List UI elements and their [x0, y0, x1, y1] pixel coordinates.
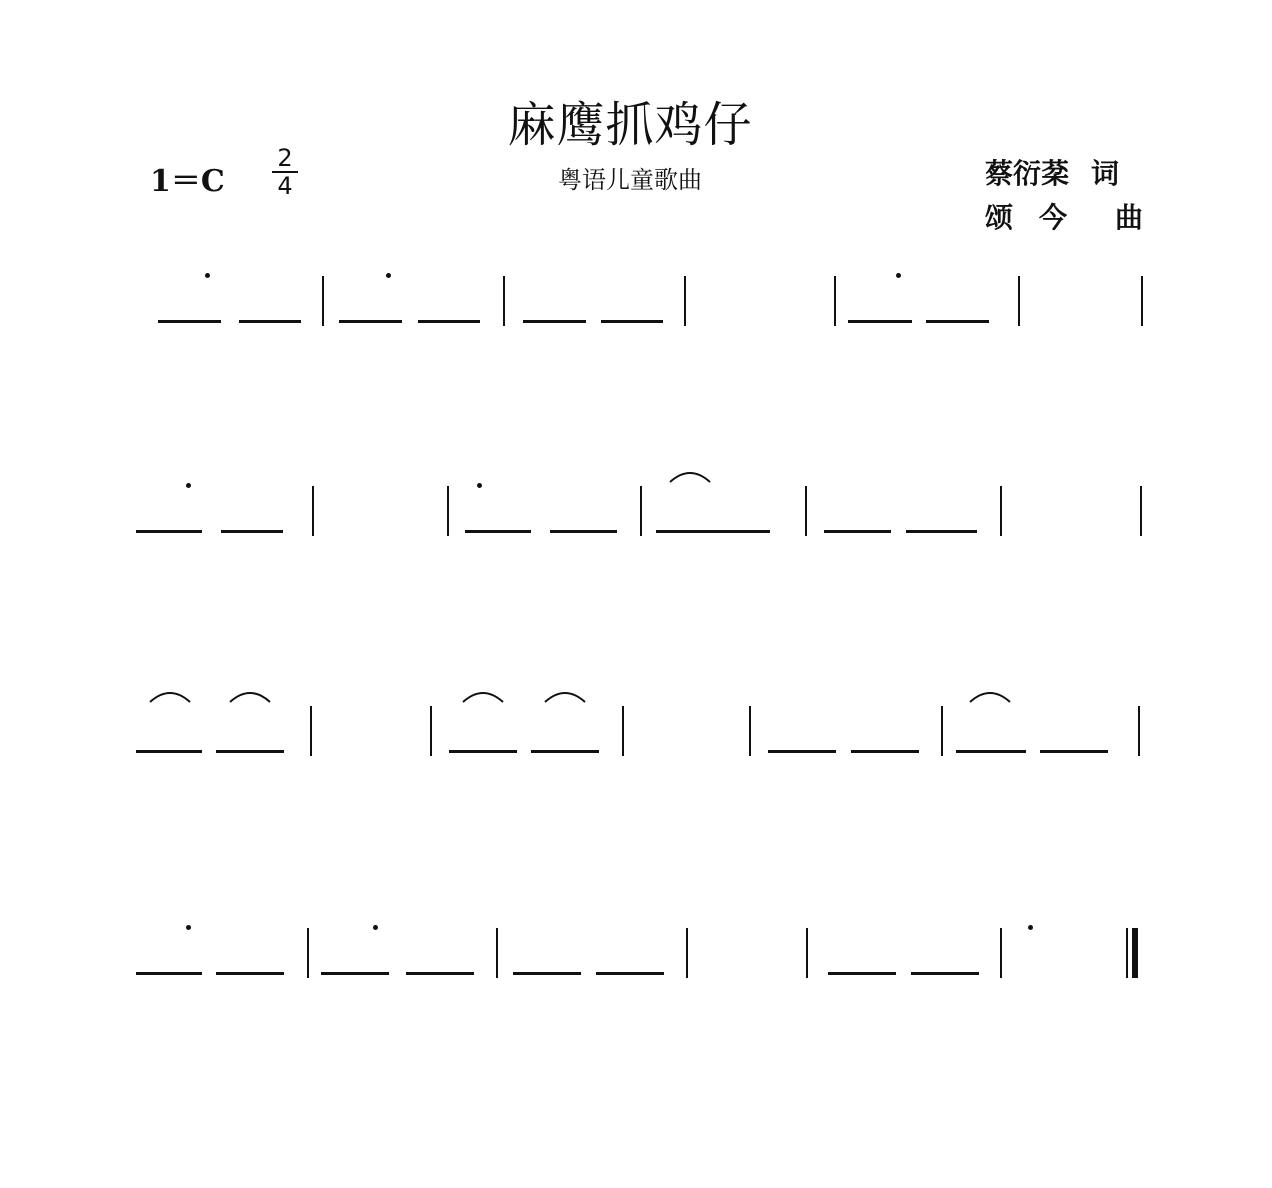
octave-dot: [896, 273, 901, 278]
beam-line: [449, 750, 517, 753]
barline: [941, 706, 943, 756]
beam-line: [596, 972, 664, 975]
beam-line: [465, 530, 531, 533]
final-barline-thin: [1126, 928, 1128, 978]
barline: [496, 928, 498, 978]
beam-line: [768, 750, 836, 753]
beam-line: [848, 320, 912, 323]
time-signature: [270, 146, 300, 198]
barline: [312, 486, 314, 536]
composer-name: 颂今: [985, 201, 1094, 234]
barline: [310, 706, 312, 756]
lyricist-credit: [985, 152, 1119, 192]
beam-line: [601, 320, 663, 323]
barline: [447, 486, 449, 536]
beam-line: [926, 320, 989, 323]
beam-line: [339, 320, 402, 323]
lyricist-role: 词: [1091, 157, 1120, 190]
beam-line: [216, 972, 284, 975]
beam-line: [136, 750, 202, 753]
octave-dot: [373, 925, 378, 930]
beam-line: [406, 972, 474, 975]
barline: [307, 928, 309, 978]
barline: [640, 486, 642, 536]
beam-line: [956, 750, 1026, 753]
composer-credit: [985, 196, 1143, 236]
beam-line: [136, 972, 202, 975]
beam-line: [851, 750, 919, 753]
octave-dot: [205, 273, 210, 278]
slur-arc: [148, 690, 192, 704]
barline: [1141, 276, 1143, 326]
slur-arc: [668, 470, 712, 484]
barline: [503, 276, 505, 326]
beam-line: [531, 750, 599, 753]
beam-line: [911, 972, 979, 975]
slur-arc: [968, 690, 1012, 704]
beam-line: [513, 972, 581, 975]
barline: [806, 928, 808, 978]
barline: [1000, 486, 1002, 536]
beam-line: [221, 530, 283, 533]
octave-dot: [477, 483, 482, 488]
octave-dot: [186, 925, 191, 930]
barline: [1138, 706, 1140, 756]
beam-line: [321, 972, 389, 975]
final-barline-thick: [1132, 928, 1138, 978]
time-signature-bottom: 4: [277, 172, 293, 200]
barline: [686, 928, 688, 978]
beam-line: [1040, 750, 1108, 753]
beam-line: [824, 530, 891, 533]
octave-dot: [1028, 925, 1033, 930]
beam-line: [906, 530, 977, 533]
song-title: 麻鹰抓鸡仔: [507, 97, 753, 153]
beam-line: [418, 320, 480, 323]
octave-dot: [386, 273, 391, 278]
lyricist-name: 蔡衍棻: [985, 157, 1070, 190]
barline: [749, 706, 751, 756]
barline: [430, 706, 432, 756]
key-signature: 1＝C: [150, 164, 225, 199]
slur-arc: [228, 690, 272, 704]
barline: [322, 276, 324, 326]
slur-arc: [461, 690, 505, 704]
beam-line: [216, 750, 284, 753]
barline: [622, 706, 624, 756]
barline: [805, 486, 807, 536]
beam-line: [523, 320, 586, 323]
song-subtitle: 粤语儿童歌曲: [558, 166, 702, 194]
beam-line: [656, 530, 770, 533]
time-signature-top: 2: [277, 144, 293, 172]
barline: [1000, 928, 1002, 978]
beam-line: [550, 530, 617, 533]
octave-dot: [186, 483, 191, 488]
beam-line: [239, 320, 301, 323]
beam-line: [136, 530, 202, 533]
beam-line: [828, 972, 896, 975]
barline: [684, 276, 686, 326]
barline: [1018, 276, 1020, 326]
beam-line: [158, 320, 221, 323]
composer-role: 曲: [1115, 201, 1144, 234]
slur-arc: [543, 690, 587, 704]
barline: [834, 276, 836, 326]
barline: [1140, 486, 1142, 536]
